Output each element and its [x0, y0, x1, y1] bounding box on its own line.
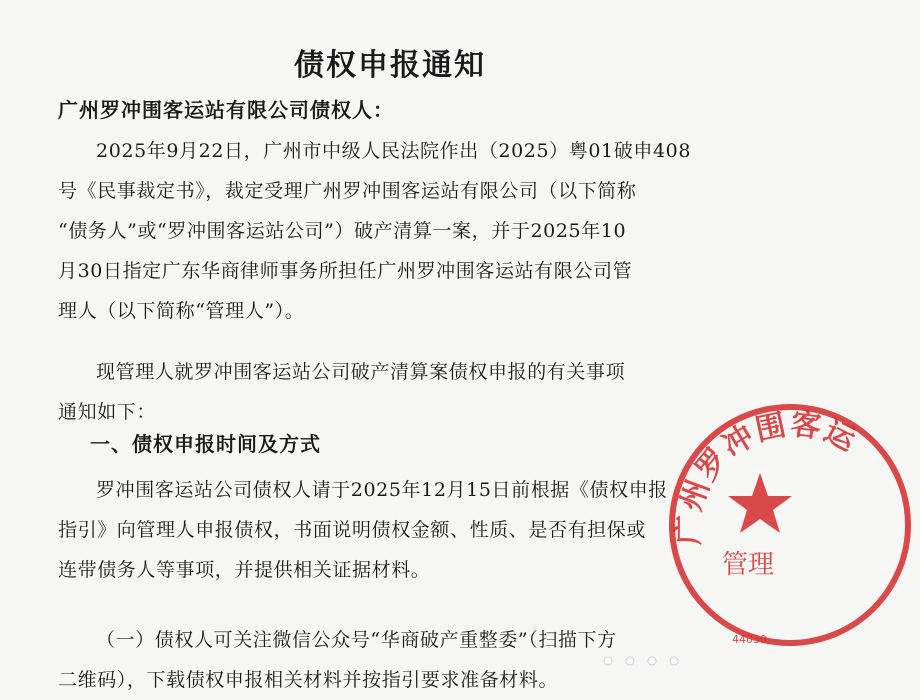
- text-line: 连带债务人等事项，并提供相关证据材料。: [58, 559, 431, 581]
- seal-number: 44030: [732, 633, 767, 646]
- text-line: 号《民事裁定书》，裁定受理广州罗冲围客运站有限公司（以下简称: [58, 180, 637, 202]
- seal-bottom-text: 管理: [722, 550, 775, 580]
- text-line: 理人（以下简称“管理人”）。: [58, 300, 305, 322]
- text-line: 通知如下：: [58, 401, 157, 423]
- paragraph-claim-deadline: [58, 470, 738, 590]
- section-heading: 一、债权申报时间及方式: [90, 432, 321, 456]
- paragraph-court-ruling: [58, 131, 738, 331]
- paragraph-notice-intro: [58, 352, 738, 432]
- official-seal: [660, 395, 920, 655]
- svg-text:广州罗冲围客运: [672, 407, 863, 545]
- text-line: 指引》向管理人申报债权，书面说明债权金额、性质、是否有担保或: [58, 519, 647, 541]
- salutation: 广州罗冲围客运站有限公司债权人：: [58, 98, 394, 122]
- more-dots-icon[interactable]: [600, 654, 700, 668]
- text-line: 现管理人就罗冲围客运站公司破产清算案债权申报的有关事项: [96, 361, 626, 383]
- seal-arc-text: 广州罗冲围客运: [671, 406, 863, 546]
- text-line: 2025年9月22日，广州市中级人民法院作出（2025）粤01破申408: [96, 140, 692, 162]
- text-line: 二维码），下载债权申报相关材料并按指引要求准备材料。: [58, 669, 559, 691]
- text-line: “债务人”或“罗冲围客运站公司”）破产清算一案，并于2025年10: [58, 220, 627, 242]
- text-line: 罗冲围客运站公司债权人请于2025年12月15日前根据《债权申报: [96, 479, 668, 501]
- star-icon: [728, 473, 792, 533]
- text-line: （一）债权人可关注微信公众号“华商破产重整委”（扫描下方: [96, 629, 617, 651]
- text-line: 月30日指定广东华商律师事务所担任广州罗冲围客运站有限公司管: [58, 260, 633, 282]
- document-title: 债权申报通知: [294, 48, 486, 83]
